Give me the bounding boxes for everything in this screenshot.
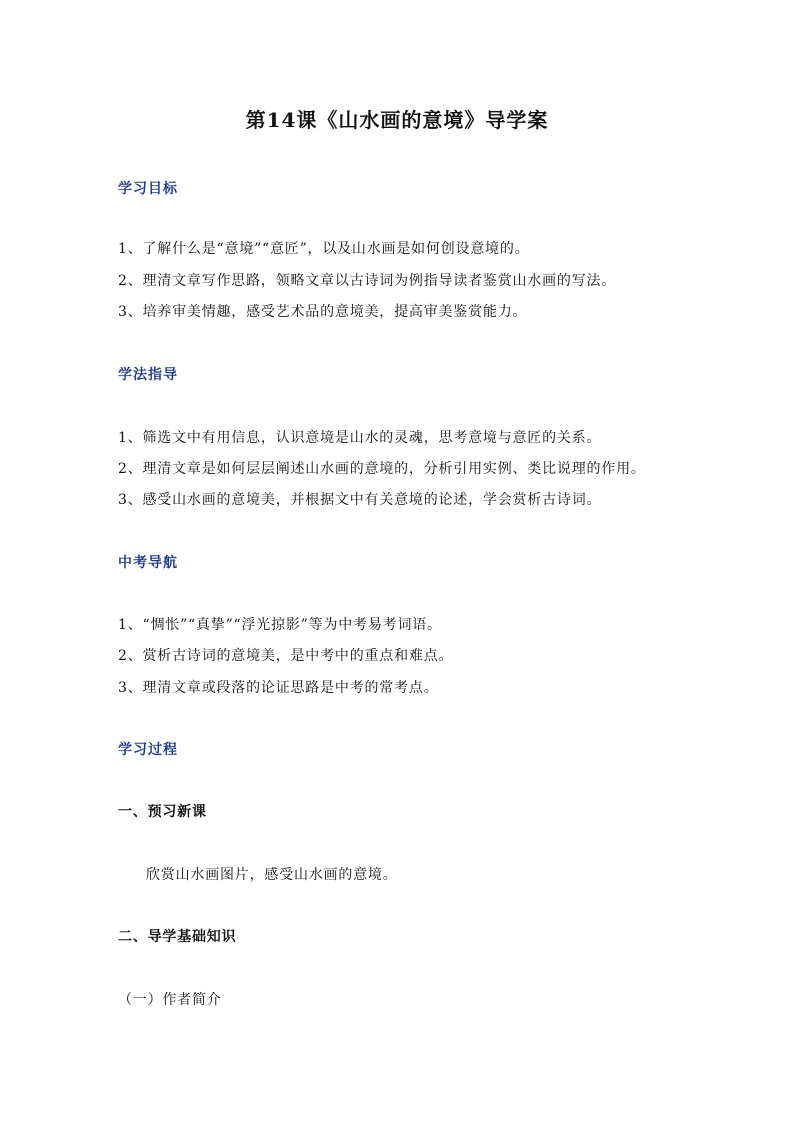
method-item-2: 2、理清文章是如何层层阐述山水画的意境的，分析引用实例、类比说理的作用。: [118, 461, 646, 477]
process-part2-title: 二、导学基础知识: [118, 929, 237, 945]
process-part2-subtitle: （一）作者简介: [118, 992, 222, 1008]
exam-item-3: 3、理清文章或段落的论证思路是中考的常考点。: [118, 680, 439, 696]
method-item-1: 1、筛选文中有用信息，认识意境是山水的灵魂，思考意境与意匠的关系。: [118, 430, 602, 446]
goal-item-1: 1、了解什么是“意境”“意匠”，以及山水画是如何创设意境的。: [118, 241, 530, 257]
exam-item-1: 1、“惆怅”“真挚”“浮光掠影”等为中考易考词语。: [118, 617, 442, 633]
process-part1-title: 一、预习新课: [118, 804, 207, 820]
goal-item-2: 2、理清文章写作思路，领略文章以古诗词为例指导读者鉴赏山水画的写法。: [118, 273, 617, 289]
goal-item-3: 3、培养审美情趣，感受艺术品的意境美，提高审美鉴赏能力。: [118, 304, 528, 320]
process-part1-text: 欣赏山水画图片，感受山水画的意境。: [146, 867, 398, 883]
section-heading-exam: 中考导航: [118, 555, 178, 571]
method-item-3: 3、感受山水画的意境美，并根据文中有关意境的论述，学会赏析古诗词。: [118, 492, 602, 508]
page-title: 第14课《山水画的意境》导学案: [245, 108, 549, 132]
section-heading-goals: 学习目标: [118, 181, 178, 197]
section-heading-process: 学习过程: [118, 742, 178, 758]
exam-item-2: 2、赏析古诗词的意境美，是中考中的重点和难点。: [118, 648, 454, 664]
section-heading-methods: 学法指导: [118, 367, 178, 383]
